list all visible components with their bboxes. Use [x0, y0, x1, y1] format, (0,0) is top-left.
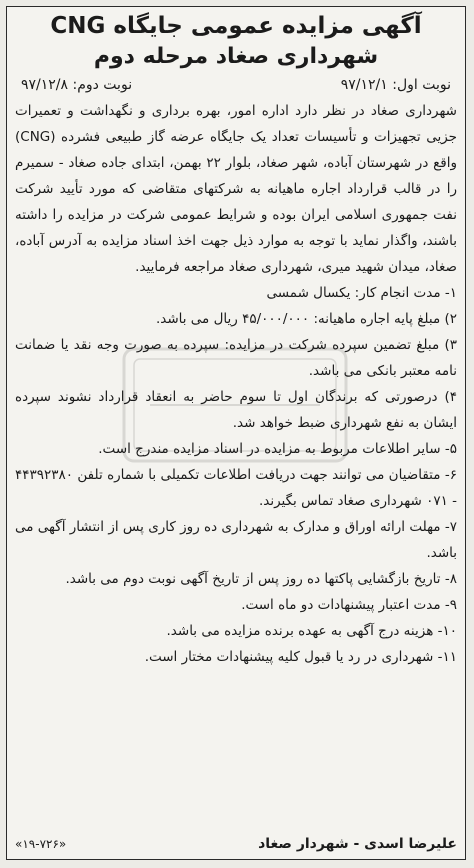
- condition-item: ۱- مدت انجام کار: یکسال شمسی: [266, 285, 457, 301]
- condition-item: ۷- مهلت ارائه اوراق و مدارک به شهرداری ده روز کاری پس از انتشار آگهی می باشد.: [15, 519, 457, 561]
- ad-code: «۱۹-۷۲۶»: [15, 837, 67, 851]
- announcement-footer: [15, 833, 457, 855]
- second-round-date: نوبت دوم: ۹۷/۱۲/۸: [21, 77, 133, 93]
- condition-item: ۱۱- شهرداری در رد یا قبول کلیه پیشنهادات مختار است.: [144, 649, 457, 665]
- announcement-body: شهرداری صغاد در نظر دارد اداره امور، بهره برداری و نگهداشت و تعمیرات جزیی تجهیزات و تأسیسات تعداد یک جایگاه عرضه گاز طبیعی فشرده (CNG) واقع در شهرستان آباده، شهر صغاد، بلوار ۲۲ بهمن، ابتدای جاده صغاد - سمیرم را در قالب قرارداد اجاره ماهیانه به شرکتهای متقاضی که مورد تأیید شرکت نفت جمهوری اسلامی ایران بوده و شرایط عمومی شرکت در مزایده را داشته باشند، واگذار نماید با توجه به موارد ذیل جهت اخذ اسناد مزایده به آدرس آباده، صغاد، میدان شهید میری، شهرداری صغاد مراجعه فرمایید.: [15, 103, 457, 275]
- first-round-date: نوبت اول: ۹۷/۱۲/۱: [340, 77, 451, 93]
- condition-item: ۱۰- هزینه درج آگهی به عهده برنده مزایده می باشد.: [166, 623, 457, 639]
- publication-rounds: [15, 74, 457, 96]
- conditions-list: [15, 280, 457, 670]
- condition-item: ۶- متقاضیان می توانند جهت دریافت اطلاعات تکمیلی با شماره تلفن ۴۴۳۹۲۳۸۰ - ۰۷۱ شهرداری صغاد تماس بگیرند.: [15, 467, 457, 509]
- condition-item: ۲) مبلغ پایه اجاره ماهیانه: ۴۵/۰۰۰/۰۰۰ ریال می باشد.: [155, 311, 457, 327]
- condition-item: ۹- مدت اعتبار پیشنهادات دو ماه است.: [241, 597, 457, 613]
- condition-item: ۴) درصورتی که برندگان اول تا سوم حاضر به انعقاد قرارداد نشوند سپرده ایشان به نفع شهرداری ضبط خواهد شد.: [15, 389, 457, 431]
- newspaper-clipping: [6, 6, 466, 860]
- signature: علیرضا اسدی - شهردار صغاد: [258, 836, 457, 852]
- condition-item: ۸- تاریخ بازگشایی پاکتها ده روز پس از تاریخ آگهی نوبت دوم می باشد.: [65, 571, 457, 587]
- condition-item: ۳) مبلغ تضمین سپرده شرکت در مزایده: سپرده به صورت وجه نقد یا ضمانت نامه معتبر بانکی می باشد.: [15, 337, 457, 379]
- announcement-subtitle: شهرداری صغاد مرحله دوم: [93, 44, 379, 69]
- condition-item: ۵- سایر اطلاعات مربوط به مزایده در اسناد مزایده مندرج است.: [98, 441, 457, 457]
- announcement-title: آگهی مزایده عمومی جایگاه CNG: [50, 13, 422, 39]
